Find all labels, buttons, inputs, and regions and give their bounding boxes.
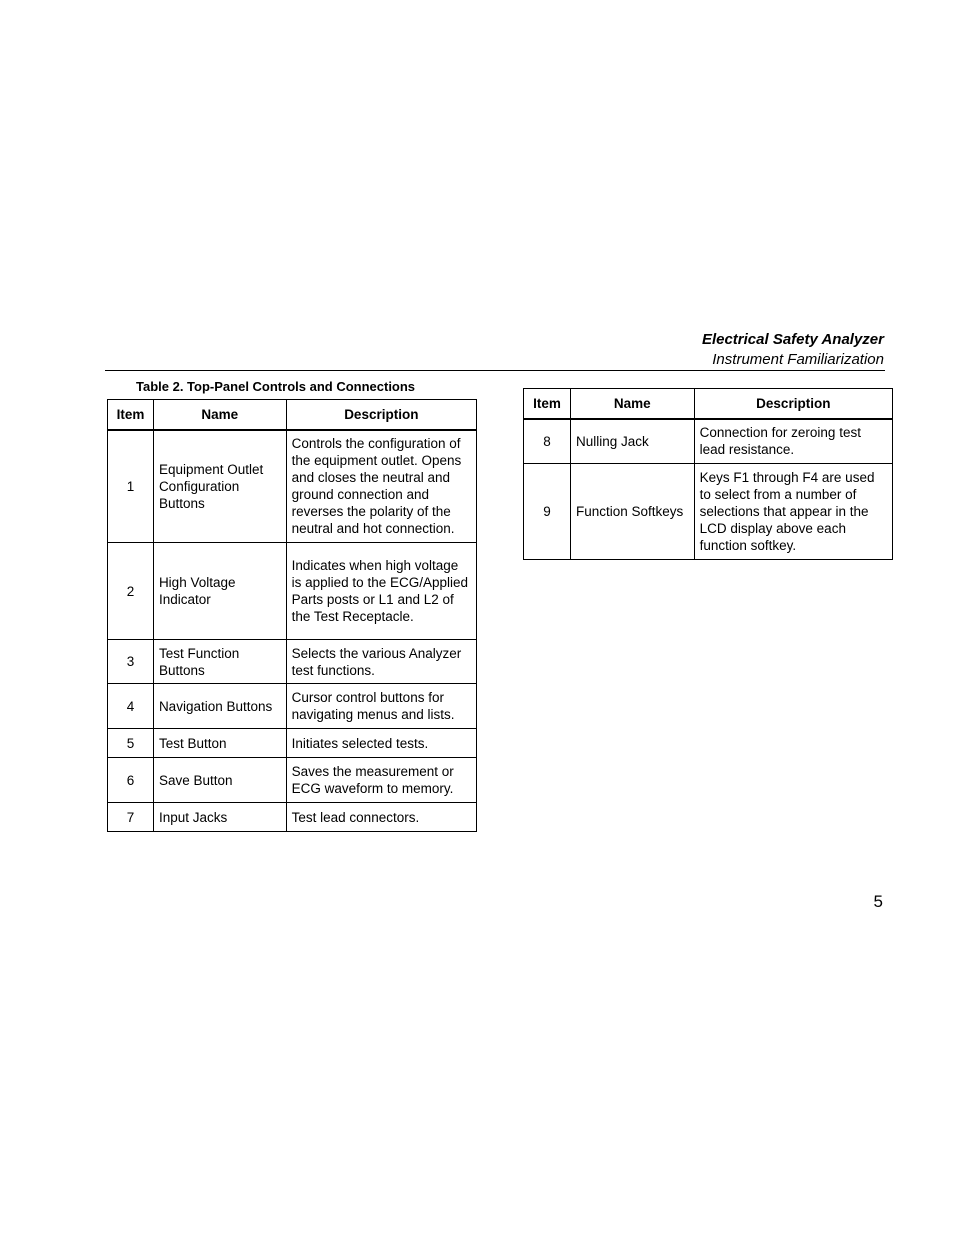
row-description: Test lead connectors. [286,803,476,832]
table-row [108,430,477,543]
page-number: 5 [873,892,883,911]
row-name: High Voltage Indicator [153,543,286,640]
row-name: Function Softkeys [570,464,694,560]
row-item: 6 [108,758,154,803]
row-item: 9 [524,464,571,560]
controls-table-right [523,388,893,560]
row-name: Nulling Jack [570,419,694,464]
row-description: Connection for zeroing test lead resistance. [694,419,892,464]
row-description: Keys F1 through F4 are used to select from a number of selections that appear in the LCD display above each function softkey. [694,464,892,560]
table-header-row [108,400,477,430]
table-row [524,419,893,464]
table-header-row [524,389,893,419]
column-header-item: Item [524,389,571,419]
row-description: Controls the configuration of the equipment outlet. Opens and closes the neutral and ground connection and reverses the polarity of the neutral and hot connection. [286,430,476,543]
column-header-description: Description [286,400,476,430]
row-description: Cursor control buttons for navigating menus and lists. [286,684,476,729]
table-row [108,729,477,758]
row-item: 5 [108,729,154,758]
row-item: 4 [108,684,154,729]
table-row [108,803,477,832]
row-description: Indicates when high voltage is applied to the ECG/Applied Parts posts or L1 and L2 of the Test Receptacle. [286,543,476,640]
column-header-description: Description [694,389,892,419]
table-caption: Table 2. Top-Panel Controls and Connections [136,379,416,394]
table-row [108,758,477,803]
table-row [108,543,477,640]
row-description: Selects the various Analyzer test functions. [286,640,476,684]
row-item: 8 [524,419,571,464]
running-header-title: Electrical Safety Analyzer [701,331,884,348]
row-item: 1 [108,430,154,543]
row-item: 7 [108,803,154,832]
row-description: Initiates selected tests. [286,729,476,758]
table-row [108,684,477,729]
controls-table-left [107,399,477,832]
row-name: Input Jacks [153,803,286,832]
row-name: Test Button [153,729,286,758]
row-item: 3 [108,640,154,684]
table-row [108,640,477,684]
column-header-name: Name [153,400,286,430]
row-name: Save Button [153,758,286,803]
row-description: Saves the measurement or ECG waveform to memory. [286,758,476,803]
running-header-subtitle: Instrument Familiarization [712,351,884,368]
table-row [524,464,893,560]
row-name: Test Function Buttons [153,640,286,684]
column-header-item: Item [108,400,154,430]
row-item: 2 [108,543,154,640]
header-rule [105,370,885,371]
row-name: Equipment Outlet Configuration Buttons [153,430,286,543]
row-name: Navigation Buttons [153,684,286,729]
column-header-name: Name [570,389,694,419]
